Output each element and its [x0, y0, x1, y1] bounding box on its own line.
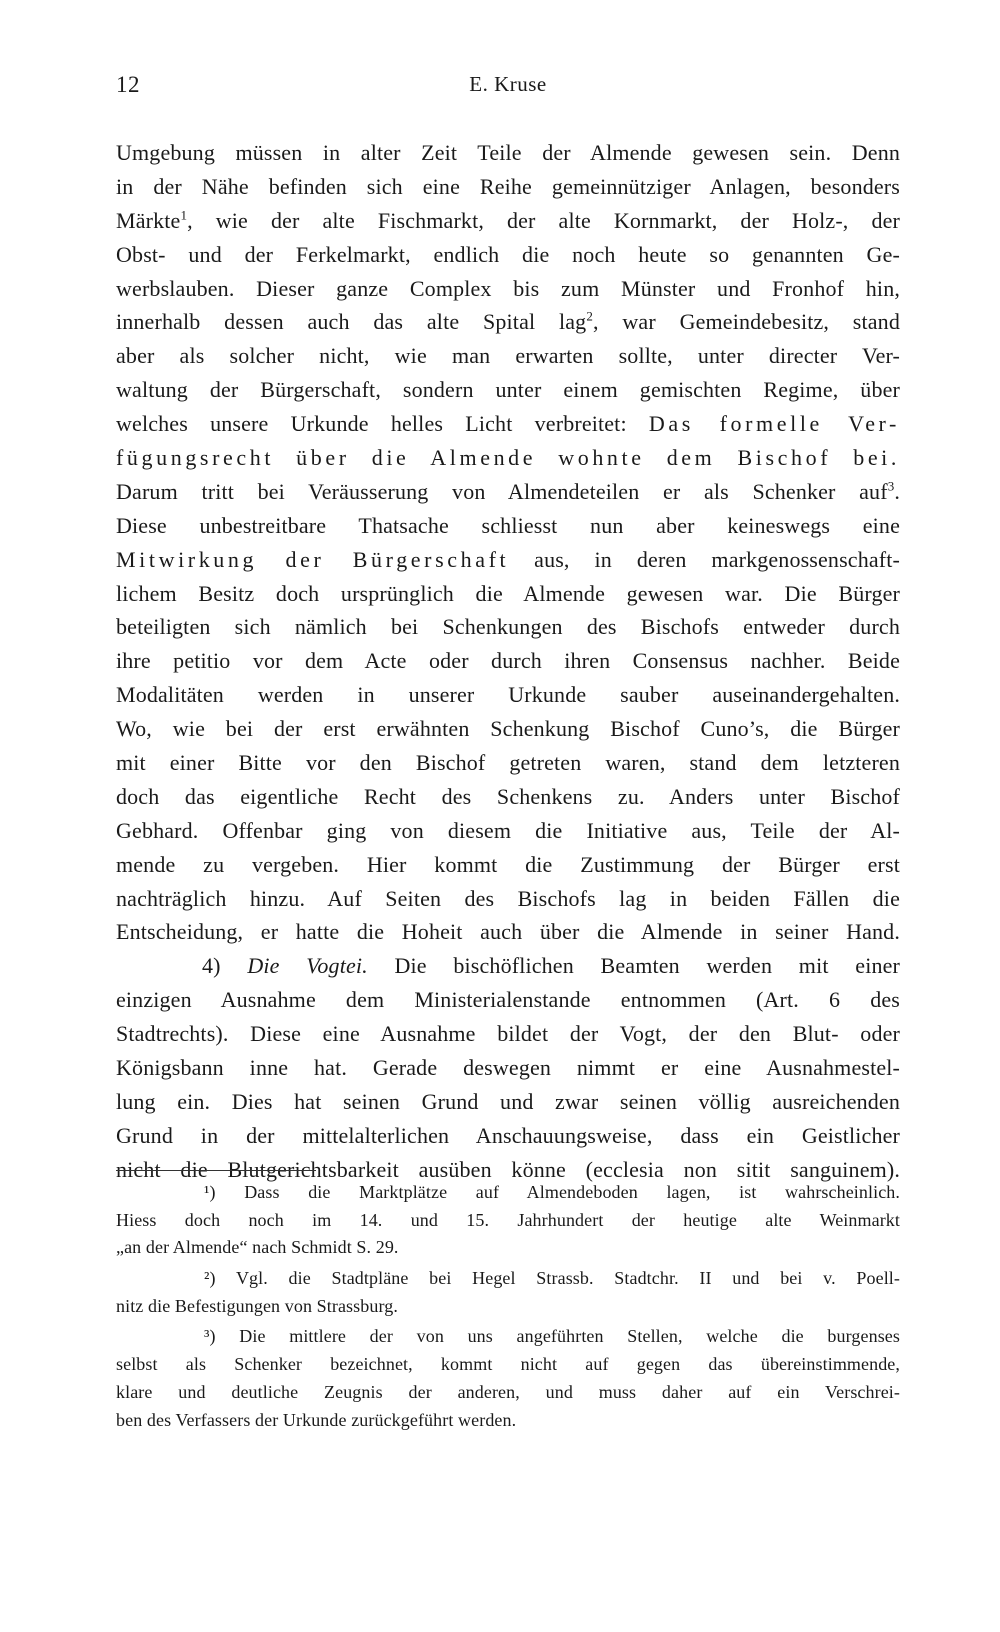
section-title: Die Vogtei.	[247, 953, 368, 979]
footnotes	[116, 1179, 900, 1434]
footnote-line: ³) Die mittlere der von uns angeführten Stellen, welche die burgenses	[204, 1326, 900, 1347]
footnote-line: ben des Verfassers der Urkunde zurückgeführt werden.	[116, 1409, 517, 1430]
text-line: Modalitäten werden in unserer Urkunde sauber auseinandergehalten.	[116, 682, 900, 708]
text-line: Obst- und der Ferkelmarkt, endlich die noch heute so genannten Ge-	[116, 241, 900, 267]
text-line: Umgebung müssen in alter Zeit Teile der Almende gewesen sein. Denn	[116, 140, 900, 165]
text-line: Diese unbestreitbare Thatsache schliesst nun aber keineswegs eine	[116, 512, 900, 538]
section-heading-line: 4) Die Vogtei. Die bischöflichen Beamten werden mit einer	[202, 953, 901, 979]
text-line: innerhalb dessen auch das alte Spital lag$^2$, war Gemeindebesitz, stand	[116, 309, 900, 335]
text-line: mende zu vergeben. Hier kommt die Zustimmung der Bürger erst	[116, 851, 900, 877]
running-head-author: E. Kruse	[469, 72, 547, 96]
text-line: in der Nähe befinden sich eine Reihe gemeinnütziger Anlagen, besonders	[116, 173, 900, 199]
text-line: doch das eigentliche Recht des Schenkens zu. Anders unter Bischof	[116, 783, 900, 809]
emphasis-spaced: Mitwirkung der Bürgerschaft	[116, 546, 510, 572]
footnote-line: Hiess doch noch im 14. und 15. Jahrhundert der heutige alte Weinmarkt	[116, 1209, 900, 1230]
footnote-line: selbst als Schenker bezeichnet, kommt nicht auf gegen das übereinstimmende,	[116, 1354, 900, 1375]
footnote-ref-2: 2	[586, 309, 593, 325]
footnote-line: klare und deutliche Zeugnis der anderen, und muss daher auf ein Verschrei-	[116, 1381, 900, 1402]
text-line: Stadtrechts). Diese eine Ausnahme bildet der Vogt, der den Blut- oder	[116, 1021, 900, 1047]
footnote-line: „an der Almende“ nach Schmidt S. 29.	[116, 1237, 399, 1258]
text-line: Entscheidung, er hatte die Hoheit auch über die Almende in seiner Hand.	[116, 919, 900, 945]
text-line: Grund in der mittelalterlichen Anschauungsweise, dass ein Geistlicher	[116, 1122, 900, 1148]
text-line: nicht die Blutgerichtsbarkeit ausüben könne (ecclesia non sitit sanguinem).	[116, 1156, 900, 1182]
text-line: beteiligten sich nämlich bei Schenkungen des Bischofs entweder durch	[116, 614, 900, 640]
text-line: lichem Besitz doch ursprünglich die Almende gewesen war. Die Bürger	[116, 580, 900, 606]
footnote-line: nitz die Befestigungen von Strassburg.	[116, 1295, 398, 1316]
footnote-marker: ³)	[204, 1326, 216, 1347]
main-text	[116, 136, 900, 1187]
text-line: Märkte$^1$, wie der alte Fischmarkt, der alte Kornmarkt, der Holz-, der	[116, 207, 900, 233]
footnote-ref-3: 3	[887, 478, 895, 494]
footnote-marker: ¹)	[204, 1182, 216, 1202]
page-header	[116, 72, 900, 104]
text-line: Mitwirkung der Bürgerschaft aus, in deren markgenossenschaft-	[116, 546, 900, 572]
footnote-line: ²) Vgl. die Stadtpläne bei Hegel Strassb. Stadtchr. II und bei v. Poell-	[204, 1268, 900, 1289]
text-line: Gebhard. Offenbar ging von diesem die Initiative aus, Teile der Al-	[116, 817, 900, 843]
footnote-3	[116, 1323, 900, 1434]
footnote-2	[116, 1265, 900, 1320]
text-line: Wo, wie bei der erst erwähnten Schenkung Bischof Cuno’s, die Bürger	[116, 716, 900, 742]
text-line: welches unsere Urkunde helles Licht verbreitet: Das formelle Ver-	[116, 411, 900, 437]
text-line: lung ein. Dies hat seinen Grund und zwar seinen völlig ausreichenden	[116, 1088, 900, 1114]
footnote-marker: ²)	[204, 1268, 216, 1289]
text-line: Darum tritt bei Veräusserung von Almendeteilen er als Schenker auf$^3$.	[116, 478, 900, 504]
text-line	[116, 441, 900, 475]
text-line: nachträglich hinzu. Auf Seiten des Bischofs lag in beiden Fällen die	[116, 885, 900, 911]
text-line: mit einer Bitte vor den Bischof getreten waren, stand dem letzteren	[116, 750, 900, 776]
footnote-divider	[116, 1170, 316, 1171]
footnote-1	[116, 1179, 900, 1262]
text-line: Königsbann inne hat. Gerade deswegen nimmt er eine Ausnahmestel-	[116, 1055, 900, 1081]
emphasis-spaced: Das formelle Ver-	[648, 411, 900, 437]
emphasis-spaced: fügungsrecht über die Almende wohnte dem Bischof bei.	[116, 445, 900, 471]
text-line: werbslauben. Dieser ganze Complex bis zum Münster und Fronhof hin,	[116, 275, 900, 301]
text-line: einzigen Ausnahme dem Ministerialenstande entnommen (Art. 6 des	[116, 987, 900, 1013]
footnote-line: ¹) Dass die Marktplätze auf Almendeboden lagen, ist wahrscheinlich.	[204, 1182, 900, 1202]
text-line: aber als solcher nicht, wie man erwarten sollte, unter directer Ver-	[116, 343, 900, 369]
page-number: 12	[116, 72, 140, 97]
section-number: 4)	[202, 953, 221, 979]
footnote-ref-1: 1	[180, 207, 188, 223]
text-line: ihre petitio vor dem Acte oder durch ihren Consensus nachher. Beide	[116, 648, 900, 674]
text-line: waltung der Bürgerschaft, sondern unter einem gemischten Regime, über	[116, 377, 900, 403]
